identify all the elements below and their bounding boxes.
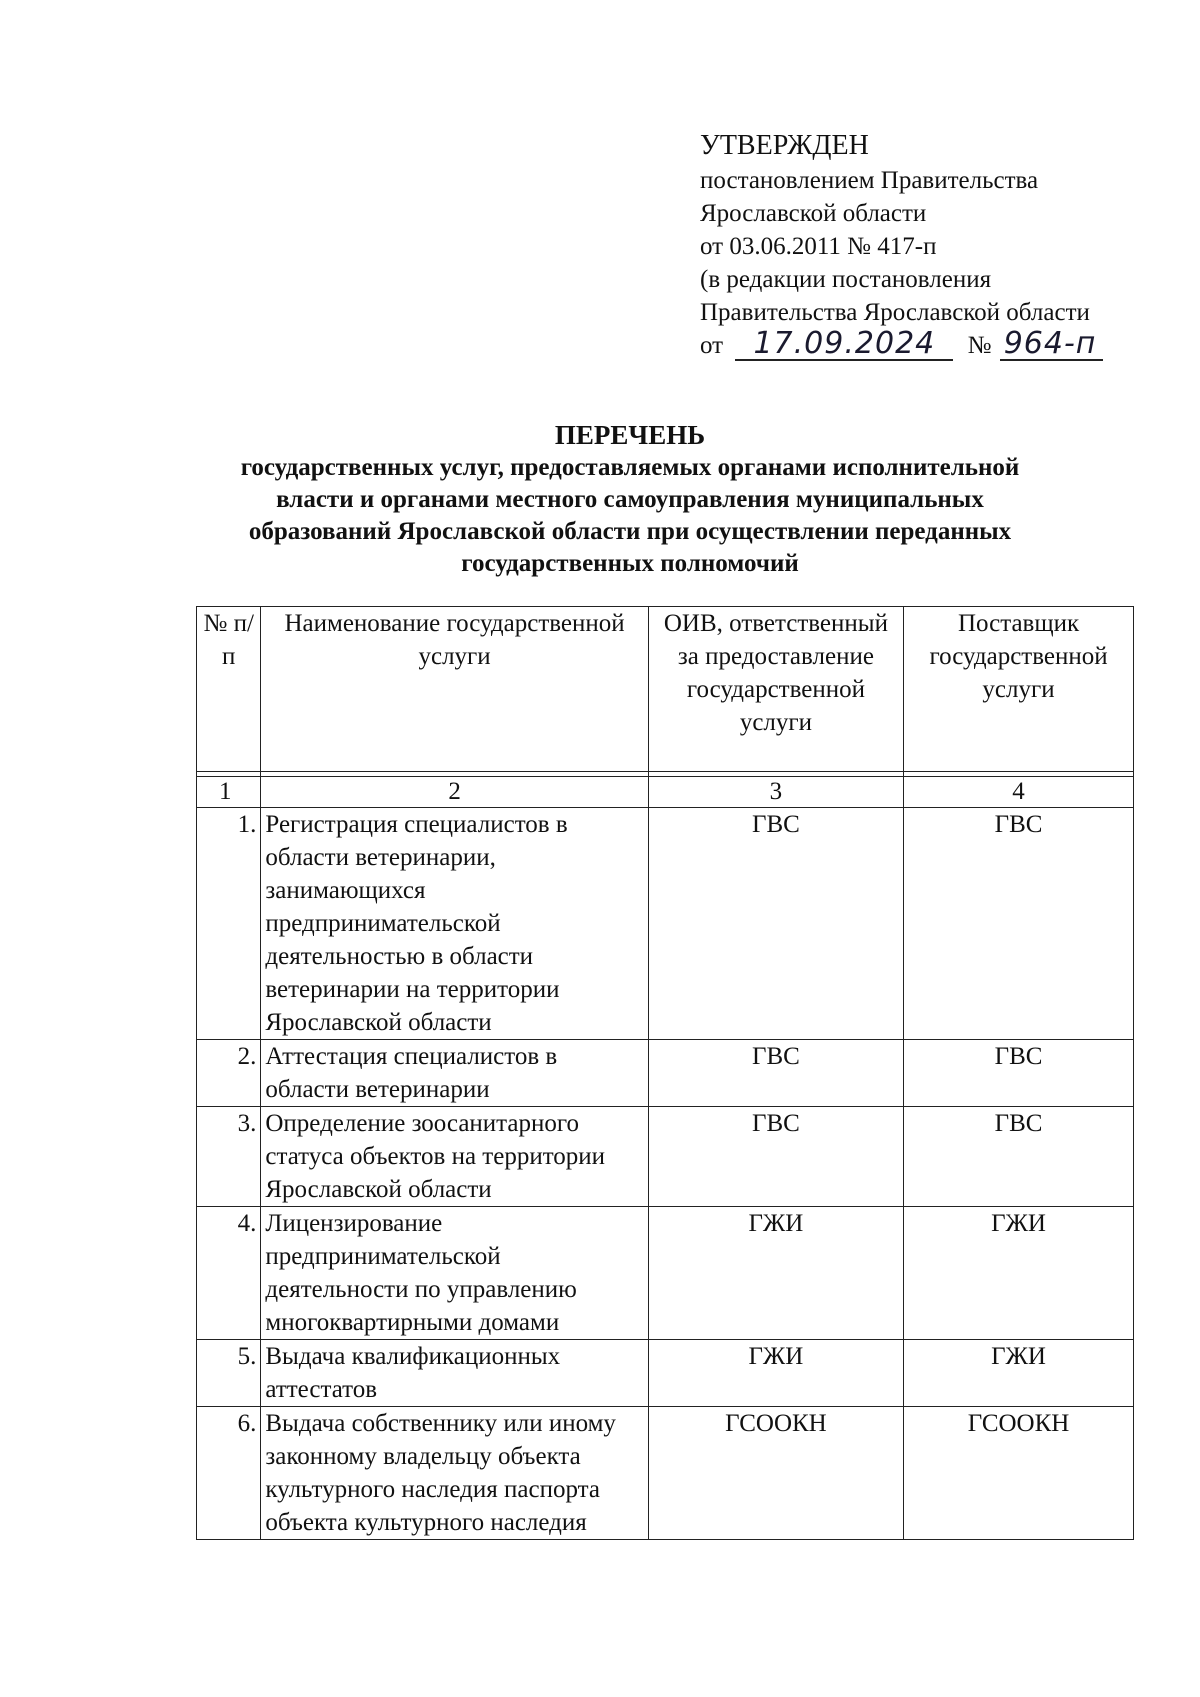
document-subtitle-line: государственных полномочий xyxy=(461,550,799,577)
number-label: № xyxy=(967,332,992,359)
column-numbers-row xyxy=(197,777,1134,808)
column-number: 1 xyxy=(197,777,261,808)
row-number: 5. xyxy=(197,1340,261,1407)
table-row xyxy=(197,1107,1134,1207)
responsible-body: ГВС xyxy=(648,1040,903,1107)
column-number: 4 xyxy=(904,777,1134,808)
table-row xyxy=(197,808,1134,1040)
row-number: 3. xyxy=(197,1107,261,1207)
header-service-name: Наименование государственной услуги xyxy=(261,607,648,772)
approval-line: Правительства Ярославской области xyxy=(700,299,1090,326)
table-header-row xyxy=(197,607,1134,772)
amendment-signature-line xyxy=(700,326,1103,362)
service-name: Выдача собственнику или иному законному владельцу объекта культурного наследия паспорта объекта культурного наследия xyxy=(261,1407,648,1540)
header-number: № п/п xyxy=(197,607,261,772)
approval-line: Ярославской области xyxy=(700,200,927,227)
approval-line: постановлением Правительства xyxy=(700,167,1039,194)
responsible-body: ГВС xyxy=(648,1107,903,1207)
approval-line: от 03.06.2011 № 417-п xyxy=(700,233,937,260)
service-name: Аттестация специалистов в области ветеринарии xyxy=(261,1040,648,1107)
document-subtitle-line: государственных услуг, предоставляемых органами исполнительной xyxy=(240,454,1020,481)
handwritten-number: 964-п xyxy=(1000,329,1103,361)
column-number: 3 xyxy=(648,777,903,808)
document-title: ПЕРЕЧЕНЬ xyxy=(554,420,706,450)
header-provider: Поставщик государственной услуги xyxy=(904,607,1134,772)
approval-title: УТВЕРЖДЕН xyxy=(700,130,869,161)
provider: ГВС xyxy=(904,1107,1134,1207)
provider: ГЖИ xyxy=(904,1340,1134,1407)
table-row xyxy=(197,1040,1134,1107)
approval-line: (в редакции постановления xyxy=(700,266,992,293)
responsible-body: ГЖИ xyxy=(648,1340,903,1407)
document-subtitle-line: власти и органами местного самоуправления муниципальных xyxy=(276,486,984,513)
responsible-body: ГЖИ xyxy=(648,1207,903,1340)
document-heading xyxy=(190,418,1070,580)
row-number: 6. xyxy=(197,1407,261,1540)
provider: ГЖИ xyxy=(904,1207,1134,1340)
from-label: от xyxy=(700,332,724,359)
table-row xyxy=(197,1407,1134,1540)
column-number: 2 xyxy=(261,777,648,808)
document-subtitle-line: образований Ярославской области при осуществлении переданных xyxy=(248,518,1012,545)
responsible-body: ГСООКН xyxy=(648,1407,903,1540)
service-name: Лицензирование предпринимательской деятельности по управлению многоквартирными домами xyxy=(261,1207,648,1340)
provider: ГВС xyxy=(904,1040,1134,1107)
service-name: Регистрация специалистов в области ветеринарии, занимающихся предпринимательской деятельностью в области ветеринарии на территории Ярославской области xyxy=(261,808,648,1040)
row-number: 1. xyxy=(197,808,261,1040)
row-number: 2. xyxy=(197,1040,261,1107)
handwritten-date: 17.09.2024 xyxy=(735,329,953,361)
row-number: 4. xyxy=(197,1207,261,1340)
responsible-body: ГВС xyxy=(648,808,903,1040)
approval-block xyxy=(700,128,1103,362)
service-name: Определение зоосанитарного статуса объектов на территории Ярославской области xyxy=(261,1107,648,1207)
table-row xyxy=(197,1340,1134,1407)
header-responsible-body: ОИВ, ответственный за предоставление государственной услуги xyxy=(648,607,903,772)
table-row xyxy=(197,1207,1134,1340)
service-name: Выдача квалификационных аттестатов xyxy=(261,1340,648,1407)
provider: ГВС xyxy=(904,808,1134,1040)
services-table xyxy=(196,606,1134,1540)
provider: ГСООКН xyxy=(904,1407,1134,1540)
